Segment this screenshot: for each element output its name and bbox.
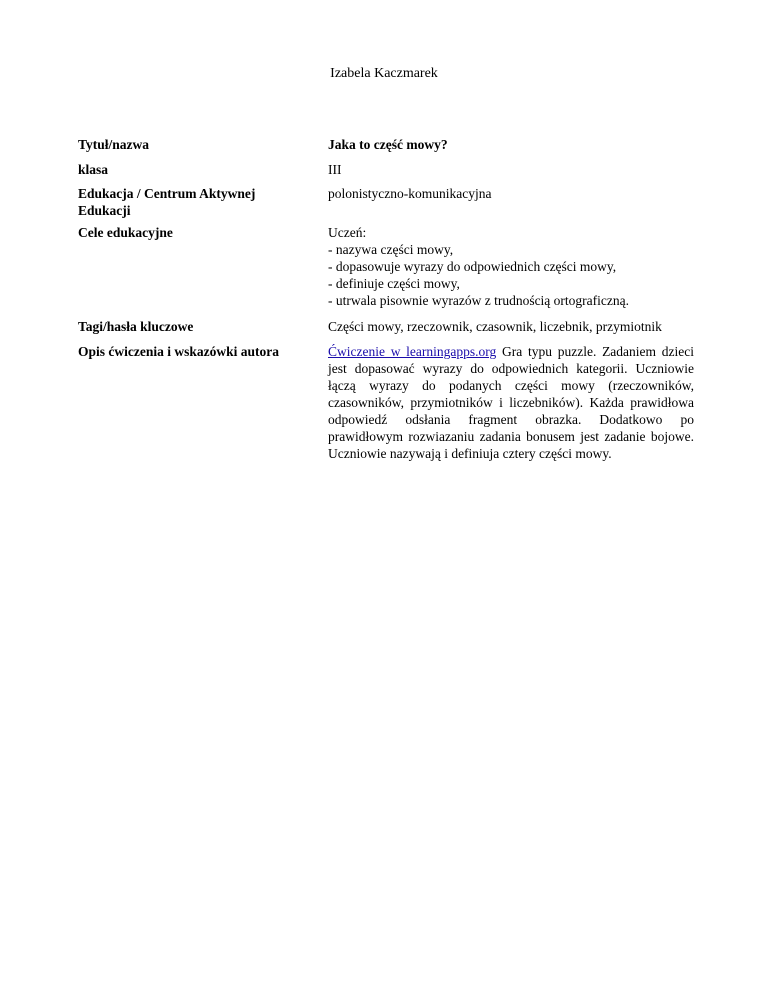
- row-education: [78, 185, 698, 219]
- goals-line: - nazywa części mowy,: [328, 242, 454, 257]
- author-name: Izabela Kaczmarek: [330, 66, 438, 81]
- goals-line: - definiuje części mowy,: [328, 276, 460, 291]
- goals-list: [328, 224, 694, 309]
- row-goals: [78, 224, 698, 309]
- row-tags: [78, 318, 698, 335]
- description-value: [328, 343, 694, 462]
- grade-value: III: [328, 162, 342, 177]
- tags-value: Części mowy, rzeczownik, czasownik, liczebnik, przymiotnik: [328, 319, 662, 334]
- goals-line: Uczeń:: [328, 225, 367, 240]
- row-description: [78, 343, 698, 462]
- goals-label: Cele edukacyjne: [78, 225, 173, 240]
- education-value: polonistyczno-komunikacyjna: [328, 186, 492, 201]
- education-label: Edukacja / Centrum Aktywnej Edukacji: [78, 186, 256, 218]
- grade-label: klasa: [78, 162, 109, 177]
- row-title: [78, 136, 698, 153]
- tags-label: Tagi/hasła kluczowe: [78, 319, 194, 334]
- description-label: Opis ćwiczenia i wskazówki autora: [78, 344, 279, 359]
- goals-line: - utrwala pisownie wyrazów z trudnością ortograficzną.: [328, 293, 630, 308]
- title-value: Jaka to część mowy?: [328, 137, 448, 152]
- description-text: Gra typu puzzle. Zadaniem dzieci jest dopasować wyrazy do odpowiednich kategorii. Uczniowie łączą wyrazy do podanych części mowy (rzeczowników, czasowników, przymiotników i liczebników). Każda prawidłowa odpowiedź odsłania fragment obrazka. Dodatkowo po prawidłowym rozwiazaniu zadania bonusem jest zadanie bojowe. Uczniowie nazywają i definiuja cztery części mowy.: [328, 344, 694, 461]
- row-grade: [78, 161, 698, 178]
- lesson-info-table: [78, 136, 698, 462]
- learningapps-link[interactable]: Ćwiczenie w learningapps.org: [328, 344, 497, 359]
- title-label: Tytuł/nazwa: [78, 137, 150, 152]
- goals-line: - dopasowuje wyrazy do odpowiednich części mowy,: [328, 259, 617, 274]
